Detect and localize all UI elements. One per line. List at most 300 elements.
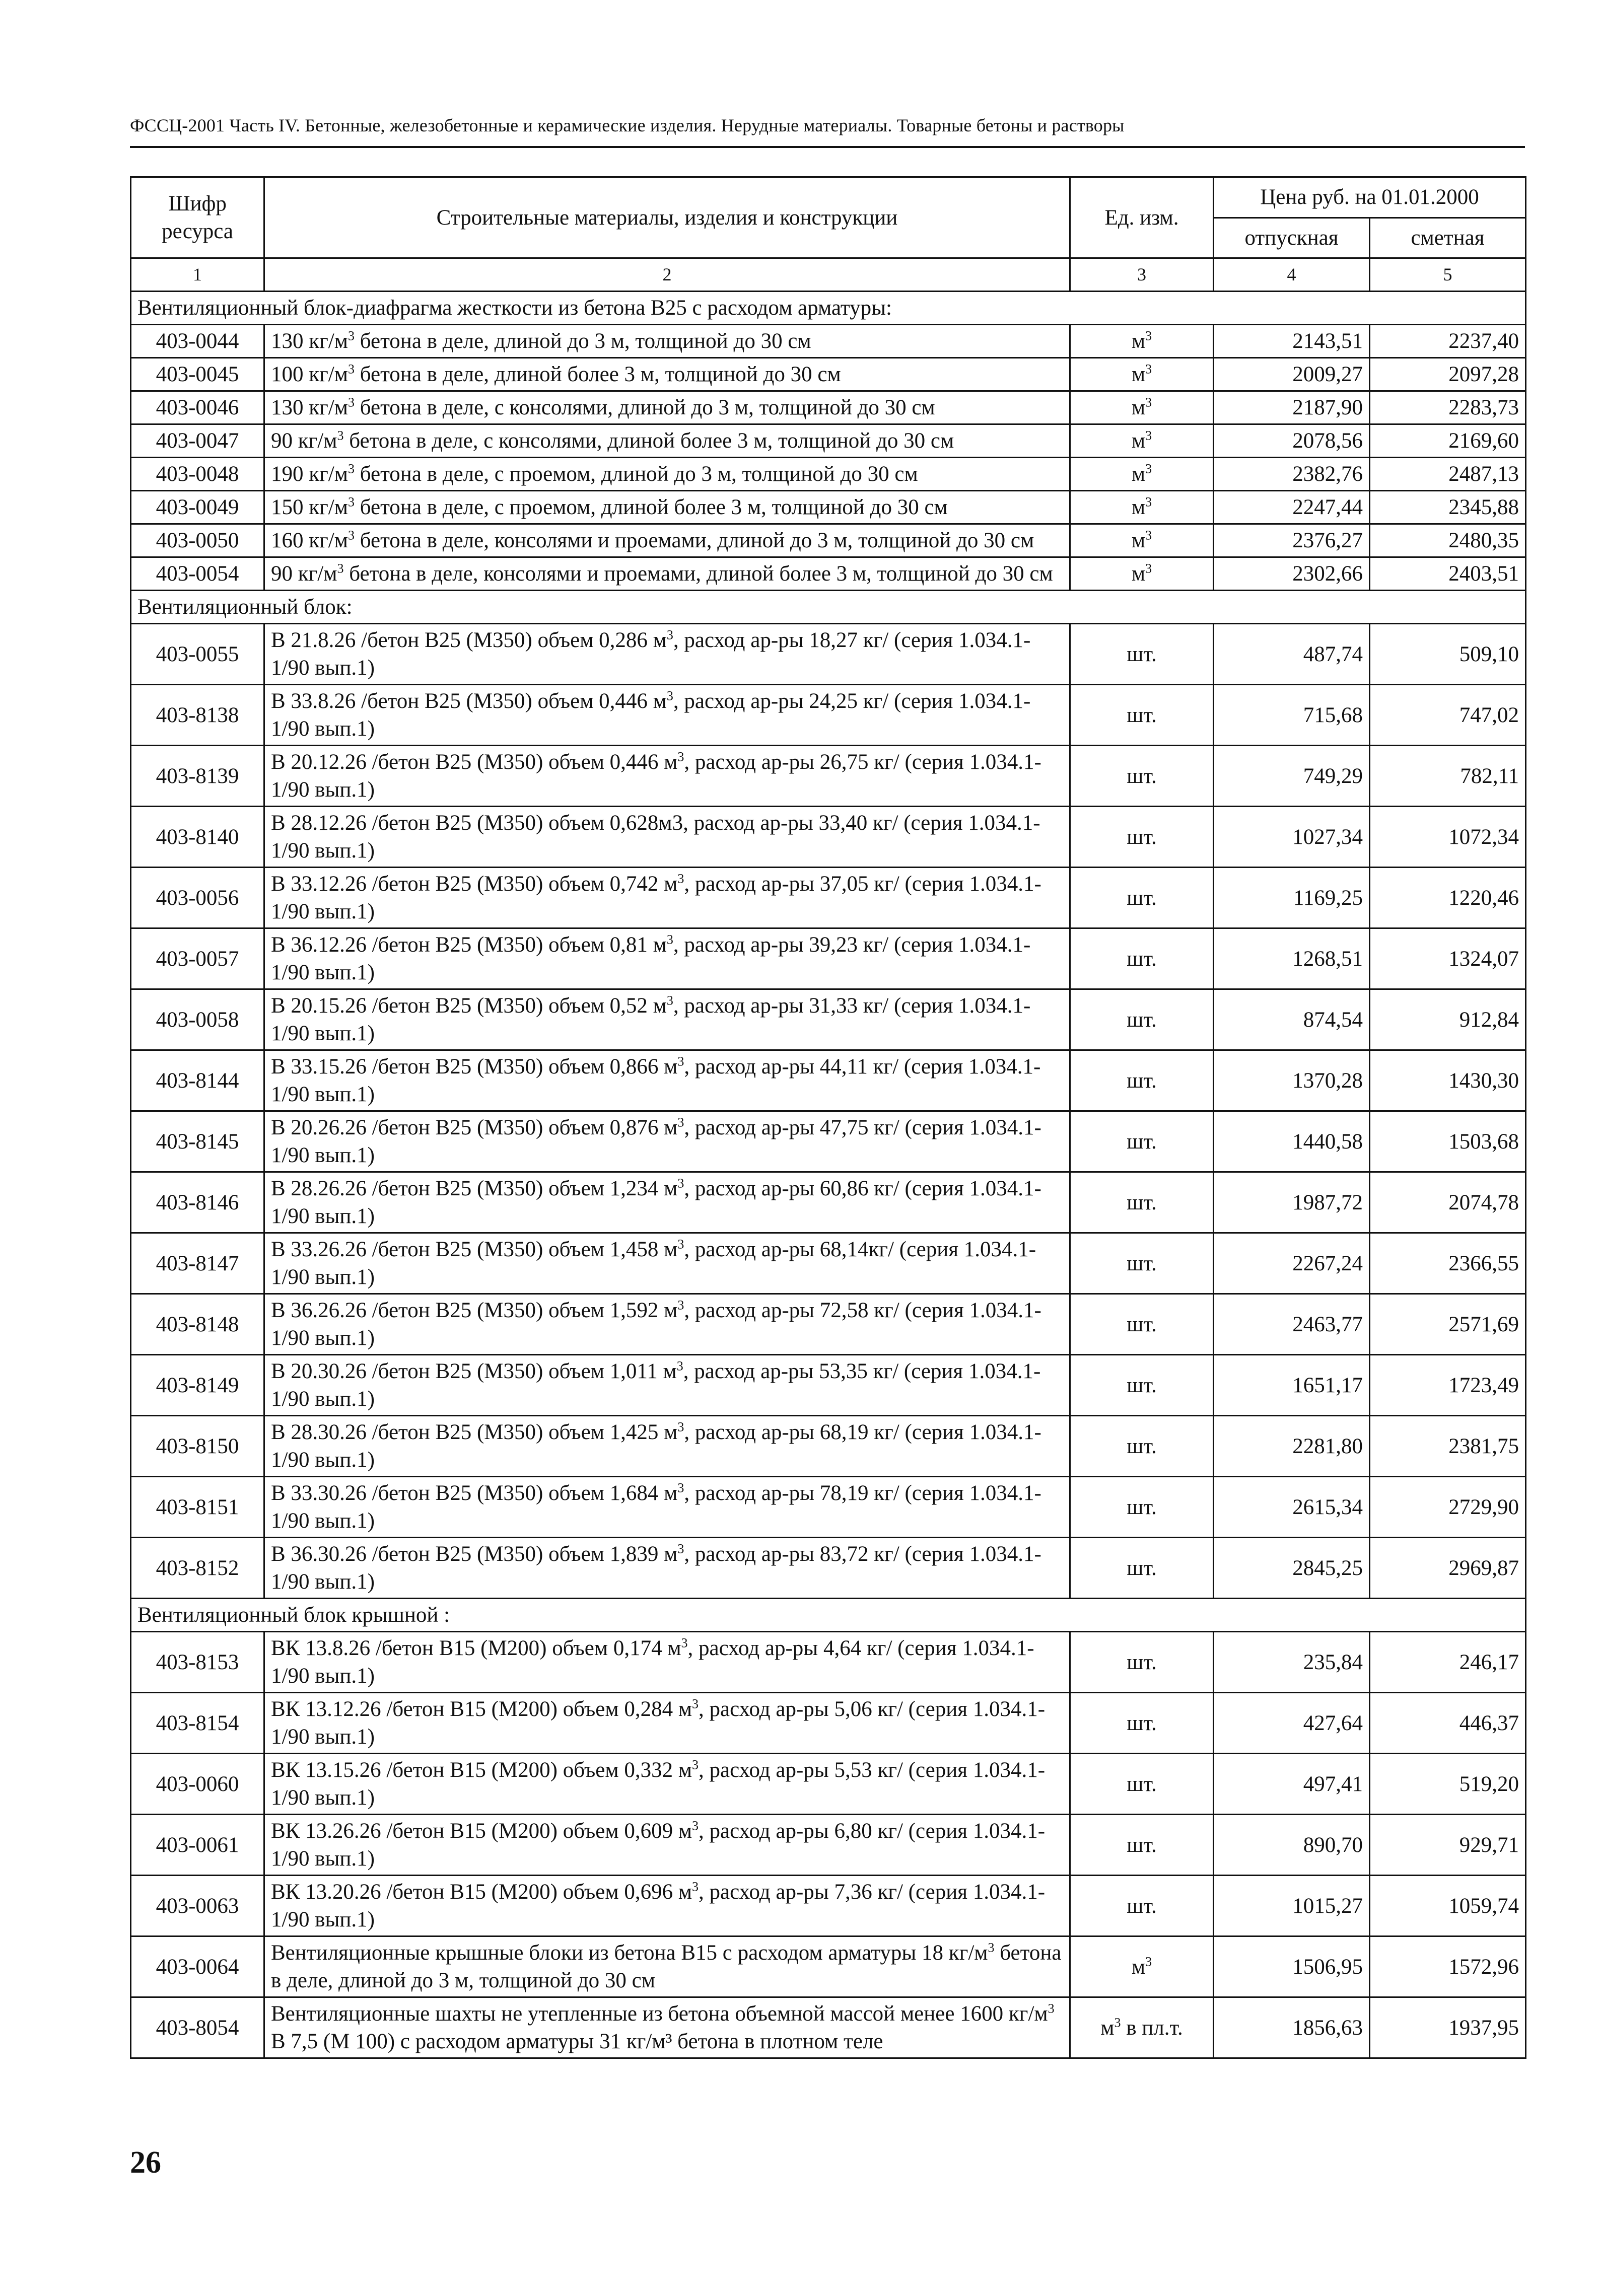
description-superscript: 3 bbox=[666, 627, 673, 642]
description-superscript: 3 bbox=[677, 1541, 684, 1556]
unit-cell bbox=[1070, 1754, 1214, 1815]
description-superscript: 3 bbox=[692, 1696, 699, 1711]
description-text-cont: , расход ар-ры 72,58 кг/ (серия 1.034.1-1/90 вып.1) bbox=[271, 1299, 1041, 1350]
description-superscript: 3 bbox=[677, 1054, 684, 1069]
unit-cell bbox=[1070, 557, 1214, 591]
description-text-cont: , расход ар-ры 60,86 кг/ (серия 1.034.1-1/90 вып.1) bbox=[271, 1177, 1041, 1228]
release-price: 1856,63 bbox=[1214, 1997, 1370, 2058]
resource-code: 403-0049 bbox=[131, 491, 264, 524]
description-text: 90 кг/м bbox=[271, 562, 337, 586]
unit-cell bbox=[1070, 1355, 1214, 1416]
description-superscript: 3 bbox=[677, 749, 684, 764]
table-row bbox=[131, 746, 1526, 807]
table-row bbox=[131, 1538, 1526, 1599]
description-text: В 20.30.26 /бетон В25 (М350) объем 1,011 м bbox=[271, 1359, 677, 1383]
unit-cell bbox=[1070, 325, 1214, 358]
material-description bbox=[264, 1997, 1070, 2058]
table-row bbox=[131, 1111, 1526, 1172]
unit-text: шт. bbox=[1127, 1650, 1157, 1674]
description-text-cont: , расход ар-ры 47,75 кг/ (серия 1.034.1-1/90 вып.1) bbox=[271, 1116, 1041, 1167]
resource-code: 403-8150 bbox=[131, 1416, 264, 1477]
table-row bbox=[131, 491, 1526, 524]
release-price: 1027,34 bbox=[1214, 807, 1370, 868]
resource-code: 403-0055 bbox=[131, 624, 264, 685]
table-row bbox=[131, 1172, 1526, 1233]
description-text: В 28.26.26 /бетон В25 (М350) объем 1,234 м bbox=[271, 1177, 678, 1200]
resource-code: 403-0063 bbox=[131, 1876, 264, 1936]
estimate-price: 929,71 bbox=[1370, 1815, 1526, 1876]
table-row bbox=[131, 557, 1526, 591]
unit-text: шт. bbox=[1127, 703, 1157, 727]
material-description bbox=[264, 524, 1070, 557]
unit-text: шт. bbox=[1127, 1556, 1157, 1580]
unit-text: шт. bbox=[1127, 1251, 1157, 1275]
release-price: 2187,90 bbox=[1214, 391, 1370, 424]
estimate-price: 2283,73 bbox=[1370, 391, 1526, 424]
description-superscript: 3 bbox=[337, 561, 344, 576]
description-text-cont: , расход ар-ры 5,53 кг/ (серия 1.034.1-1/90 вып.1) bbox=[271, 1758, 1046, 1810]
description-superscript: 3 bbox=[692, 1818, 699, 1833]
resource-code: 403-8151 bbox=[131, 1477, 264, 1538]
unit-text: шт. bbox=[1127, 1495, 1157, 1519]
release-price: 749,29 bbox=[1214, 746, 1370, 807]
estimate-price: 747,02 bbox=[1370, 685, 1526, 746]
release-price: 2463,77 bbox=[1214, 1294, 1370, 1355]
unit-text: шт. bbox=[1127, 1833, 1157, 1857]
description-superscript: 3 bbox=[347, 328, 355, 343]
unit-text: шт. bbox=[1127, 1373, 1157, 1397]
resource-code: 403-8152 bbox=[131, 1538, 264, 1599]
description-text: В 20.12.26 /бетон В25 (М350) объем 0,446 м bbox=[271, 750, 678, 774]
material-description bbox=[264, 1693, 1070, 1754]
description-text-cont: , расход ар-ры 26,75 кг/ (серия 1.034.1-1/90 вып.1) bbox=[271, 750, 1041, 802]
resource-code: 403-0054 bbox=[131, 557, 264, 591]
table-row bbox=[131, 989, 1526, 1050]
description-superscript: 3 bbox=[347, 362, 355, 377]
description-superscript: 3 bbox=[347, 528, 355, 543]
estimate-price: 912,84 bbox=[1370, 989, 1526, 1050]
unit-text: шт. bbox=[1127, 1008, 1157, 1032]
description-superscript: 3 bbox=[1048, 2001, 1055, 2016]
table-row bbox=[131, 1294, 1526, 1355]
description-superscript: 3 bbox=[677, 1298, 684, 1313]
unit-text: шт. bbox=[1127, 1190, 1157, 1214]
unit-superscript: 3 bbox=[1145, 561, 1152, 576]
table-row bbox=[131, 1050, 1526, 1111]
description-superscript: 3 bbox=[666, 993, 673, 1008]
material-description bbox=[264, 325, 1070, 358]
material-description bbox=[264, 1050, 1070, 1111]
material-description bbox=[264, 1936, 1070, 1997]
col-number: 2 bbox=[264, 258, 1070, 292]
unit-superscript: 3 bbox=[1145, 1954, 1152, 1969]
unit-text: м bbox=[1131, 462, 1146, 486]
material-description bbox=[264, 868, 1070, 928]
description-text-cont: , расход ар-ры 37,05 кг/ (серия 1.034.1-1/90 вып.1) bbox=[271, 872, 1041, 923]
estimate-price: 2729,90 bbox=[1370, 1477, 1526, 1538]
unit-cell bbox=[1070, 1876, 1214, 1936]
release-price: 497,41 bbox=[1214, 1754, 1370, 1815]
table-row bbox=[131, 868, 1526, 928]
estimate-price: 2169,60 bbox=[1370, 424, 1526, 458]
description-text-cont: В 7,5 (М 100) с расходом арматуры 31 кг/м³ бетона в плотном теле bbox=[271, 2030, 883, 2053]
unit-cell bbox=[1070, 1416, 1214, 1477]
resource-code: 403-8139 bbox=[131, 746, 264, 807]
resource-code: 403-0060 bbox=[131, 1754, 264, 1815]
description-superscript: 3 bbox=[666, 688, 673, 703]
section-label: Вентиляционный блок-диафрагма жесткости из бетона В25 с расходом арматуры: bbox=[131, 292, 1526, 325]
unit-cell bbox=[1070, 1632, 1214, 1693]
resource-code: 403-8149 bbox=[131, 1355, 264, 1416]
material-description bbox=[264, 1294, 1070, 1355]
estimate-price: 1723,49 bbox=[1370, 1355, 1526, 1416]
material-description bbox=[264, 557, 1070, 591]
estimate-price: 1220,46 bbox=[1370, 868, 1526, 928]
unit-superscript: 3 bbox=[1145, 395, 1152, 410]
description-text: 150 кг/м bbox=[271, 495, 348, 519]
release-price: 2845,25 bbox=[1214, 1538, 1370, 1599]
unit-cell bbox=[1070, 624, 1214, 685]
description-superscript: 3 bbox=[347, 461, 355, 476]
table-row bbox=[131, 1416, 1526, 1477]
description-text: В 33.26.26 /бетон В25 (М350) объем 1,458 м bbox=[271, 1238, 678, 1261]
unit-superscript: 3 bbox=[1145, 328, 1152, 343]
unit-text: м bbox=[1131, 396, 1146, 419]
estimate-price: 2381,75 bbox=[1370, 1416, 1526, 1477]
estimate-price: 1072,34 bbox=[1370, 807, 1526, 868]
description-superscript: 3 bbox=[681, 1635, 688, 1651]
description-text-cont: бетона в деле, длиной до 3 м, толщиной до 30 см bbox=[354, 329, 811, 353]
release-price: 874,54 bbox=[1214, 989, 1370, 1050]
unit-text: м bbox=[1131, 329, 1146, 353]
release-price: 2009,27 bbox=[1214, 358, 1370, 391]
unit-text: шт. bbox=[1127, 1711, 1157, 1735]
estimate-price: 1503,68 bbox=[1370, 1111, 1526, 1172]
material-description bbox=[264, 989, 1070, 1050]
description-text: В 33.8.26 /бетон В25 (М350) объем 0,446 м bbox=[271, 689, 667, 713]
description-text: В 33.12.26 /бетон В25 (М350) объем 0,742 м bbox=[271, 872, 678, 896]
resource-code: 403-8054 bbox=[131, 1997, 264, 2058]
material-description bbox=[264, 928, 1070, 989]
resource-code: 403-8147 bbox=[131, 1233, 264, 1294]
resource-code: 403-0061 bbox=[131, 1815, 264, 1876]
description-text-cont: бетона в деле, консолями и проемами, длиной до 3 м, толщиной до 30 см bbox=[354, 529, 1034, 552]
unit-cell bbox=[1070, 1233, 1214, 1294]
table-row bbox=[131, 624, 1526, 685]
release-price: 2281,80 bbox=[1214, 1416, 1370, 1477]
material-description bbox=[264, 746, 1070, 807]
description-superscript: 3 bbox=[692, 1757, 699, 1772]
col-number: 5 bbox=[1370, 258, 1526, 292]
unit-superscript: 3 bbox=[1145, 362, 1152, 377]
description-superscript: 3 bbox=[677, 1237, 684, 1252]
unit-cell bbox=[1070, 1693, 1214, 1754]
section-label: Вентиляционный блок крышной : bbox=[131, 1599, 1526, 1632]
estimate-price: 2074,78 bbox=[1370, 1172, 1526, 1233]
page-number: 26 bbox=[130, 2145, 161, 2180]
resource-code: 403-0064 bbox=[131, 1936, 264, 1997]
description-text: ВК 13.26.26 /бетон В15 (М200) объем 0,609 м bbox=[271, 1819, 692, 1843]
table-row bbox=[131, 807, 1526, 868]
material-description bbox=[264, 1172, 1070, 1233]
table-row bbox=[131, 1477, 1526, 1538]
table-row bbox=[131, 928, 1526, 989]
description-text: ВК 13.15.26 /бетон В15 (М200) объем 0,332 м bbox=[271, 1758, 692, 1782]
unit-cell bbox=[1070, 1172, 1214, 1233]
col-number: 3 bbox=[1070, 258, 1214, 292]
resource-code: 403-0057 bbox=[131, 928, 264, 989]
release-price: 2615,34 bbox=[1214, 1477, 1370, 1538]
unit-text: шт. bbox=[1127, 886, 1157, 910]
table-row bbox=[131, 1997, 1526, 2058]
material-description bbox=[264, 1111, 1070, 1172]
unit-cell bbox=[1070, 491, 1214, 524]
description-text-cont: , расход ар-ры 31,33 кг/ (серия 1.034.1-1/90 вып.1) bbox=[271, 994, 1031, 1045]
section-label: Вентиляционный блок: bbox=[131, 591, 1526, 624]
description-text-cont: , расход ар-ры 39,23 кг/ (серия 1.034.1-1/90 вып.1) bbox=[271, 933, 1031, 984]
description-text: В 28.12.26 /бетон В25 (М350) объем 0,628м3, расход ар-ры 33,40 кг/ (серия 1.034.1-1/90 вып.1) bbox=[271, 811, 1040, 863]
col-head-unit: Ед. изм. bbox=[1070, 177, 1214, 258]
description-superscript: 3 bbox=[347, 494, 355, 510]
material-description bbox=[264, 491, 1070, 524]
unit-cell bbox=[1070, 1997, 1214, 2058]
description-text: В 36.26.26 /бетон В25 (М350) объем 1,592 м bbox=[271, 1299, 678, 1322]
unit-text: шт. bbox=[1127, 1312, 1157, 1336]
unit-text: шт. bbox=[1127, 764, 1157, 788]
estimate-price: 1937,95 bbox=[1370, 1997, 1526, 2058]
unit-cell bbox=[1070, 1294, 1214, 1355]
table-row bbox=[131, 458, 1526, 491]
unit-text: м bbox=[1131, 529, 1146, 552]
estimate-price: 2487,13 bbox=[1370, 458, 1526, 491]
release-price: 2143,51 bbox=[1214, 325, 1370, 358]
section-row bbox=[131, 1599, 1526, 1632]
estimate-price: 1324,07 bbox=[1370, 928, 1526, 989]
unit-cell bbox=[1070, 458, 1214, 491]
unit-cell bbox=[1070, 1477, 1214, 1538]
estimate-price: 2366,55 bbox=[1370, 1233, 1526, 1294]
resource-code: 403-0047 bbox=[131, 424, 264, 458]
unit-cell bbox=[1070, 685, 1214, 746]
description-text-cont: бетона в деле, с проемом, длиной до 3 м, толщиной до 30 см bbox=[354, 462, 918, 486]
section-row bbox=[131, 591, 1526, 624]
unit-text: шт. bbox=[1127, 1129, 1157, 1154]
material-description bbox=[264, 1815, 1070, 1876]
table-row bbox=[131, 1693, 1526, 1754]
col-head-material: Строительные материалы, изделия и конструкции bbox=[264, 177, 1070, 258]
description-text: 160 кг/м bbox=[271, 529, 348, 552]
estimate-price: 246,17 bbox=[1370, 1632, 1526, 1693]
unit-cell bbox=[1070, 928, 1214, 989]
release-price: 1015,27 bbox=[1214, 1876, 1370, 1936]
resource-code: 403-8138 bbox=[131, 685, 264, 746]
description-text-cont: , расход ар-ры 83,72 кг/ (серия 1.034.1-1/90 вып.1) bbox=[271, 1542, 1041, 1594]
unit-cell bbox=[1070, 1050, 1214, 1111]
col-head-code: Шифр ресурса bbox=[131, 177, 264, 258]
estimate-price: 2345,88 bbox=[1370, 491, 1526, 524]
table-row bbox=[131, 1632, 1526, 1693]
description-text: Вентиляционные крышные блоки из бетона В15 с расходом арматуры 18 кг/м bbox=[271, 1941, 988, 1965]
unit-cell bbox=[1070, 868, 1214, 928]
material-description bbox=[264, 458, 1070, 491]
description-superscript: 3 bbox=[347, 395, 355, 410]
unit-superscript: 3 bbox=[1145, 461, 1152, 476]
section-row bbox=[131, 292, 1526, 325]
unit-text: м bbox=[1131, 562, 1146, 586]
release-price: 1987,72 bbox=[1214, 1172, 1370, 1233]
estimate-price: 2237,40 bbox=[1370, 325, 1526, 358]
unit-text: шт. bbox=[1127, 825, 1157, 849]
resource-code: 403-0044 bbox=[131, 325, 264, 358]
unit-cell bbox=[1070, 989, 1214, 1050]
description-text: ВК 13.12.26 /бетон В15 (М200) объем 0,284 м bbox=[271, 1697, 692, 1721]
estimate-price: 509,10 bbox=[1370, 624, 1526, 685]
resource-code: 403-0046 bbox=[131, 391, 264, 424]
description-text-cont: бетона в деле, длиной до 3 м, толщиной до 30 см bbox=[271, 1941, 1062, 1992]
release-price: 2247,44 bbox=[1214, 491, 1370, 524]
running-header: ФССЦ-2001 Часть IV. Бетонные, железобетонные и керамические изделия. Нерудные материалы. Товарные бетоны и растворы bbox=[130, 115, 1125, 135]
resource-code: 403-0058 bbox=[131, 989, 264, 1050]
description-text-cont: , расход ар-ры 68,14кг/ (серия 1.034.1-1/90 вып.1) bbox=[271, 1238, 1036, 1289]
estimate-price: 1059,74 bbox=[1370, 1876, 1526, 1936]
release-price: 2302,66 bbox=[1214, 557, 1370, 591]
description-text: В 20.26.26 /бетон В25 (М350) объем 0,876 м bbox=[271, 1116, 678, 1139]
description-superscript: 3 bbox=[337, 428, 344, 443]
resource-code: 403-0048 bbox=[131, 458, 264, 491]
unit-cell bbox=[1070, 1111, 1214, 1172]
description-superscript: 3 bbox=[677, 1115, 684, 1130]
material-description bbox=[264, 424, 1070, 458]
release-price: 427,64 bbox=[1214, 1693, 1370, 1754]
table-row bbox=[131, 1355, 1526, 1416]
col-number: 1 bbox=[131, 258, 264, 292]
description-superscript: 3 bbox=[666, 932, 673, 947]
unit-cell bbox=[1070, 1815, 1214, 1876]
description-text: 90 кг/м bbox=[271, 429, 337, 453]
description-text: В 33.30.26 /бетон В25 (М350) объем 1,684 м bbox=[271, 1481, 678, 1505]
description-text: Вентиляционные шахты не утепленные из бетона объемной массой менее 1600 кг/м bbox=[271, 2002, 1048, 2026]
col-head-price: Цена руб. на 01.01.2000 bbox=[1214, 177, 1526, 218]
description-text: В 20.15.26 /бетон В25 (М350) объем 0,52 м bbox=[271, 994, 667, 1018]
unit-superscript: 3 bbox=[1145, 494, 1152, 510]
table-row bbox=[131, 358, 1526, 391]
material-description bbox=[264, 1477, 1070, 1538]
description-superscript: 3 bbox=[676, 1358, 683, 1374]
release-price: 890,70 bbox=[1214, 1815, 1370, 1876]
material-description bbox=[264, 1754, 1070, 1815]
description-text-cont: бетона в деле, с консолями, длиной более 3 м, толщиной до 30 см bbox=[343, 429, 954, 453]
table-row bbox=[131, 424, 1526, 458]
description-text: 100 кг/м bbox=[271, 363, 348, 386]
description-text: В 21.8.26 /бетон В25 (М350) объем 0,286 м bbox=[271, 628, 667, 652]
material-description bbox=[264, 358, 1070, 391]
description-text-cont: , расход ар-ры 5,06 кг/ (серия 1.034.1-1/90 вып.1) bbox=[271, 1697, 1046, 1749]
estimate-price: 2403,51 bbox=[1370, 557, 1526, 591]
unit-text: шт. bbox=[1127, 1068, 1157, 1093]
unit-cell bbox=[1070, 391, 1214, 424]
release-price: 715,68 bbox=[1214, 685, 1370, 746]
unit-text: м bbox=[1131, 429, 1146, 453]
release-price: 2376,27 bbox=[1214, 524, 1370, 557]
estimate-price: 2969,87 bbox=[1370, 1538, 1526, 1599]
description-text-cont: бетона в деле, длиной более 3 м, толщиной до 30 см bbox=[354, 363, 841, 386]
description-superscript: 3 bbox=[677, 1419, 684, 1434]
estimate-price: 446,37 bbox=[1370, 1693, 1526, 1754]
description-superscript: 3 bbox=[692, 1879, 699, 1894]
release-price: 1651,17 bbox=[1214, 1355, 1370, 1416]
table-row bbox=[131, 1754, 1526, 1815]
unit-text: шт. bbox=[1127, 947, 1157, 971]
description-superscript: 3 bbox=[677, 1480, 684, 1495]
material-description bbox=[264, 685, 1070, 746]
header-rule bbox=[130, 146, 1525, 148]
description-text: В 36.12.26 /бетон В25 (М350) объем 0,81 м bbox=[271, 933, 667, 957]
material-description bbox=[264, 391, 1070, 424]
unit-text: м bbox=[1131, 363, 1146, 386]
resource-code: 403-8154 bbox=[131, 1693, 264, 1754]
release-price: 1169,25 bbox=[1214, 868, 1370, 928]
resource-code: 403-8140 bbox=[131, 807, 264, 868]
description-text-cont: , расход ар-ры 4,64 кг/ (серия 1.034.1-1/90 вып.1) bbox=[271, 1636, 1034, 1688]
description-text: В 28.30.26 /бетон В25 (М350) объем 1,425 м bbox=[271, 1420, 678, 1444]
estimate-price: 1572,96 bbox=[1370, 1936, 1526, 1997]
table-head bbox=[131, 177, 1526, 292]
unit-suffix: в пл.т. bbox=[1121, 2016, 1183, 2040]
unit-text: м bbox=[1131, 495, 1146, 519]
release-price: 235,84 bbox=[1214, 1632, 1370, 1693]
description-text-cont: , расход ар-ры 24,25 кг/ (серия 1.034.1-1/90 вып.1) bbox=[271, 689, 1031, 741]
table-row bbox=[131, 391, 1526, 424]
release-price: 2078,56 bbox=[1214, 424, 1370, 458]
unit-superscript: 3 bbox=[1145, 428, 1152, 443]
column-number-row bbox=[131, 258, 1526, 292]
unit-superscript: 3 bbox=[1145, 528, 1152, 543]
estimate-price: 2480,35 bbox=[1370, 524, 1526, 557]
description-text: 190 кг/м bbox=[271, 462, 348, 486]
description-text-cont: , расход ар-ры 18,27 кг/ (серия 1.034.1-1/90 вып.1) bbox=[271, 628, 1031, 680]
col-number: 4 bbox=[1214, 258, 1370, 292]
table-row bbox=[131, 1815, 1526, 1876]
resource-code: 403-8144 bbox=[131, 1050, 264, 1111]
table-row bbox=[131, 1876, 1526, 1936]
unit-cell bbox=[1070, 524, 1214, 557]
description-text: В 36.30.26 /бетон В25 (М350) объем 1,839 м bbox=[271, 1542, 678, 1566]
release-price: 2267,24 bbox=[1214, 1233, 1370, 1294]
unit-text: м bbox=[1100, 2016, 1115, 2040]
unit-text: шт. bbox=[1127, 1434, 1157, 1458]
estimate-price: 2097,28 bbox=[1370, 358, 1526, 391]
description-text-cont: , расход ар-ры 44,11 кг/ (серия 1.034.1-1/90 вып.1) bbox=[271, 1055, 1041, 1106]
table-row bbox=[131, 524, 1526, 557]
release-price: 2382,76 bbox=[1214, 458, 1370, 491]
release-price: 1268,51 bbox=[1214, 928, 1370, 989]
description-text-cont: бетона в деле, консолями и проемами, длиной более 3 м, толщиной до 30 см bbox=[343, 562, 1053, 586]
description-text: ВК 13.20.26 /бетон В15 (М200) объем 0,696 м bbox=[271, 1880, 692, 1904]
unit-text: м bbox=[1131, 1955, 1146, 1979]
col-head-release: отпускная bbox=[1214, 218, 1370, 258]
material-description bbox=[264, 1233, 1070, 1294]
description-text: ВК 13.8.26 /бетон В15 (М200) объем 0,174 м bbox=[271, 1636, 681, 1660]
resource-code: 403-8153 bbox=[131, 1632, 264, 1693]
resource-code: 403-0056 bbox=[131, 868, 264, 928]
unit-text: шт. bbox=[1127, 1894, 1157, 1918]
description-superscript: 3 bbox=[988, 1940, 995, 1955]
table-row bbox=[131, 1233, 1526, 1294]
unit-cell bbox=[1070, 1936, 1214, 1997]
release-price: 1370,28 bbox=[1214, 1050, 1370, 1111]
material-description bbox=[264, 1355, 1070, 1416]
resource-code: 403-8148 bbox=[131, 1294, 264, 1355]
